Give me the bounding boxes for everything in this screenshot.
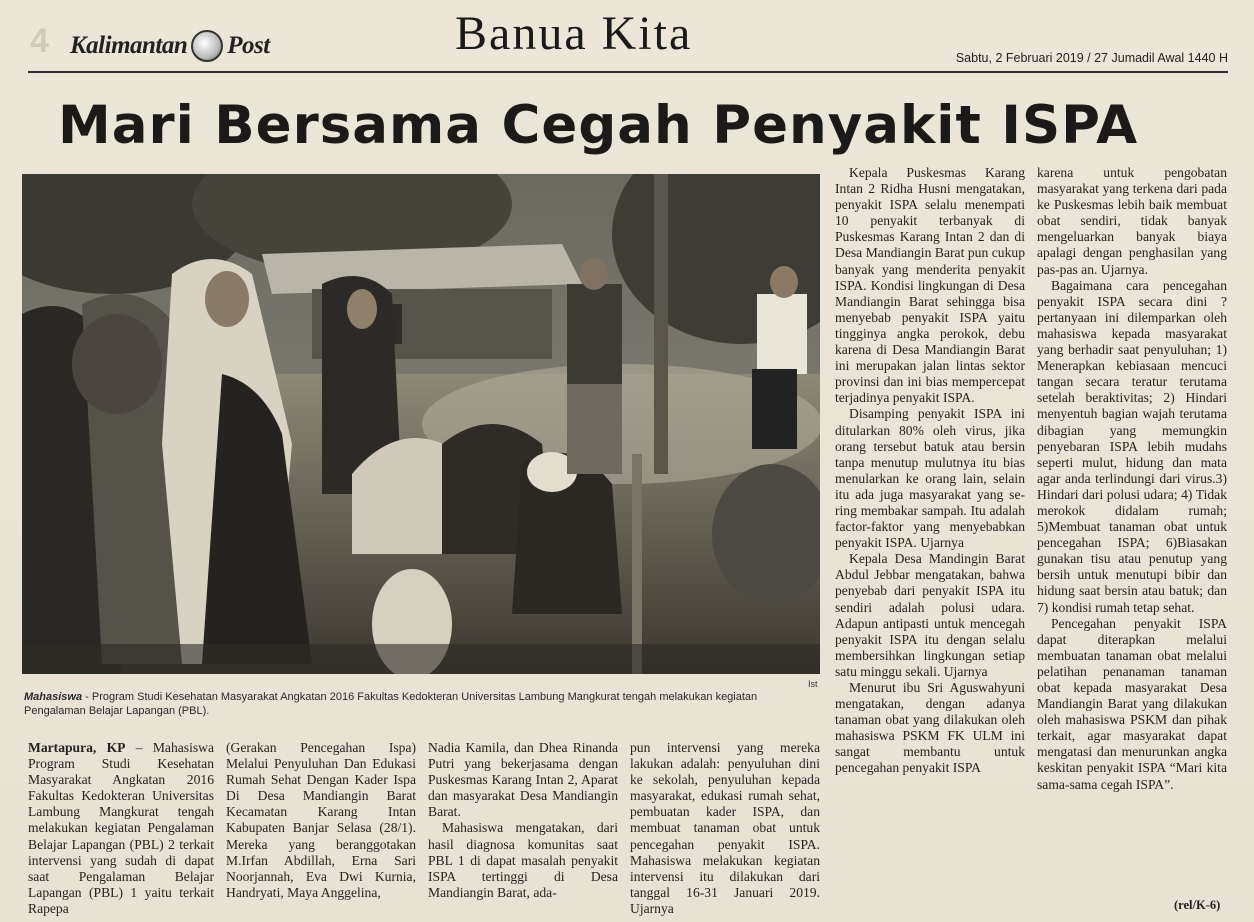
logo-text-right: Post bbox=[227, 32, 270, 59]
column-5-paragraph-1: Kepala Puskesmas Karang Intan 2 Ridha Husni mengatakan, penyakit ISPA selalu menempati 10 penyakit terbanyak di Puskesmas Karang Intan 2 dan di Desa Mandiangin Barat pun cukup banyak yang menderita penyakit ISPA. Kondisi lingkungan di Desa Mandiangin Barat sehingga bisa menyebab penyakit ISPA yaitu tingginya angka perokok, debu karena di Desa Mandiangin Barat ini merupakan jalan lintas sektor provinsi dan ini bias mempercepat terjadinya penyakit ISPA. bbox=[835, 165, 1025, 406]
article-photo bbox=[22, 174, 820, 674]
article-headline: Mari Bersama Cegah Penyakit ISPA bbox=[58, 95, 1139, 156]
column-3-paragraph-1: Nadia Kamila, dan Dhea Rinanda Putri yang bekerjasama dengan Puskesmas Karang Intan 2, Aparat dan masyarakat Desa Mandiangin Barat. bbox=[428, 740, 618, 820]
article-column-5 bbox=[835, 165, 1025, 777]
caption-text: - Program Studi Kesehatan Masyarakat Angkatan 2016 Fakultas Kedokteran Universitas Lambung Mangkurat tengah melakukan kegiatan Pengalaman Belajar Lapangan (PBL). bbox=[24, 691, 758, 717]
column-4-text: pun intervensi yang mereka lakukan adalah: penyuluhan dini ke sekolah, penyuluhan kepada masyarakat, edukasi rumah sehat, pembuatan kader ISPA, dan membuat tanaman obat untuk pencegahan penyakit ISPA. Mahasiswa melakukan kegiatan intervensi itu dilakukan dari tanggal 16-31 Januari 2019. Ujarnya bbox=[630, 740, 820, 916]
masthead-rule bbox=[28, 71, 1228, 73]
article-signoff: (rel/K-6) bbox=[1174, 898, 1221, 912]
column-5-paragraph-2: Disamping penyakit ISPA ini ditularkan 80% oleh virus, jika orang tersebut batuk atau bersin tanpa menutup mulutnya itu bias menularkan ke orang lain, selain itu ada juga masyarakat yang se-ring membakar sampah. Itu adalah factor-faktor yang menyebabkan penyakit ISPA. Ujarnya bbox=[835, 406, 1025, 551]
column-5-paragraph-3: Kepala Desa Mandingin Barat Abdul Jebbar mengatakan, bahwa penyebab dari penyakit ISPA itu sendiri adalah polusi udara. Adapun antipasti untuk mencegah penyakit ISPA itu dengan selalu membersihkan lingkungan setiap satu minggu sekali. Ujarnya bbox=[835, 551, 1025, 679]
article-column-4 bbox=[630, 740, 820, 917]
article-column-1 bbox=[28, 740, 214, 917]
photo-credit: Ist bbox=[808, 679, 818, 689]
photo-caption bbox=[24, 691, 820, 718]
column-2-text: (Gerakan Pencegahan Ispa) Melalui Penyuluhan Dan Edukasi Rumah Sehat Dengan Kader Ispa Di Desa Mandiangin Barat Kecamatan Karang Intan Kabupaten Banjar Selasa (28/1). Mereka yang beranggotakan M.Irfan Abdillah, Erna Sari Noorjannah, Eva Dwi Kurnia, Handryati, Maya Anggelina, bbox=[226, 740, 416, 900]
column-5-paragraph-4: Menurut ibu Sri Aguswahyuni mengatakan, dengan adanya tanaman obat yang dilakukan oleh mahasiswa PSKM FK ULM ini sangat membantu untuk pencegahan penyakit ISPA bbox=[835, 680, 1025, 776]
section-rubric: Banua Kita bbox=[455, 7, 693, 60]
column-3-paragraph-2: Mahasiswa mengatakan, dari hasil diagnosa komunitas saat PBL 1 di dapat masalah penyakit ISPA tertinggi di Desa Mandiangin Barat, ada- bbox=[428, 820, 618, 900]
column-6-paragraph-2: Bagaimana cara pencegahan penyakit ISPA secara dini ? pertanyaan ini dilemparkan oleh mahasiswa kepada masyarakat yang berhadir saat penyuluhan; 1) Menerapkan kebiasaan mencuci tangan secara teratur terutama setelah beraktivitas; 2) Hindari menyentuh bagian wajah terutama dibagian yang memungkin penyebaran ISPA lebih mudahs seperti mulut, hidung dan mata agar anda terlindungi dari virus.3) Hindari dari polusi udara; 4) Tidak merokok didalam rumah; 5)Membuat tanaman obat untuk pencegahan ISPA; 6)Biasakan gunakan tisu atau penutup yang bersih untuk menutupi bibir dan hidung saat bersin atau batuk; dan 7) kondisi rumah tetap sehat. bbox=[1037, 277, 1227, 615]
globe-icon bbox=[191, 30, 223, 62]
column-6-paragraph-1: karena untuk pengobatan masyarakat yang terkena dari pada ke Puskesmas lebih baik membuat obat sendiri, tidak banyak mengeluarkan banyak biaya apalagi dengan penghasilan yang pas-pas an. Ujarnya. bbox=[1037, 165, 1227, 277]
article-column-2 bbox=[226, 740, 416, 901]
article-column-3 bbox=[428, 740, 618, 901]
column-6-paragraph-3: Pencegahan penyakit ISPA dapat diterapkan melalui membuatan tanaman obat melalui pelatihan penanaman tanaman obat kepada masyarakat Desa Mandiangin Barat yang dilakukan oleh mahasiswa PSKM dan pihak terkait, agar masyarakat dapat mengatasi dan menurunkan angka keskitan penyakit ISPA “Mari kita sama-sama cegah ISPA”. bbox=[1037, 615, 1227, 792]
issue-date: Sabtu, 2 Februari 2019 / 27 Jumadil Awal 1440 H bbox=[955, 51, 1228, 65]
article-column-6 bbox=[1037, 165, 1227, 793]
photo-illustration bbox=[22, 174, 820, 674]
caption-lead: Mahasiswa bbox=[24, 691, 83, 703]
logo-text-left: Kalimantan bbox=[70, 32, 188, 59]
page-number: 4 bbox=[30, 22, 49, 60]
article-dateline: Martapura, KP bbox=[28, 740, 126, 755]
newspaper-logo bbox=[70, 30, 270, 62]
column-1-text: – Mahasiswa Program Studi Kesehatan Masyarakat Angkatan 2016 Fakultas Kedokteran Universitas Lambung Mangkurat tengah melakukan kegiatan Pengalaman Belajar Lapangan (PBL) 2 terkait intervensi yang sudah di dapat saat Pengalaman Belajar Lapangan (PBL) 1 yaitu terkait Rapepa bbox=[28, 740, 214, 916]
